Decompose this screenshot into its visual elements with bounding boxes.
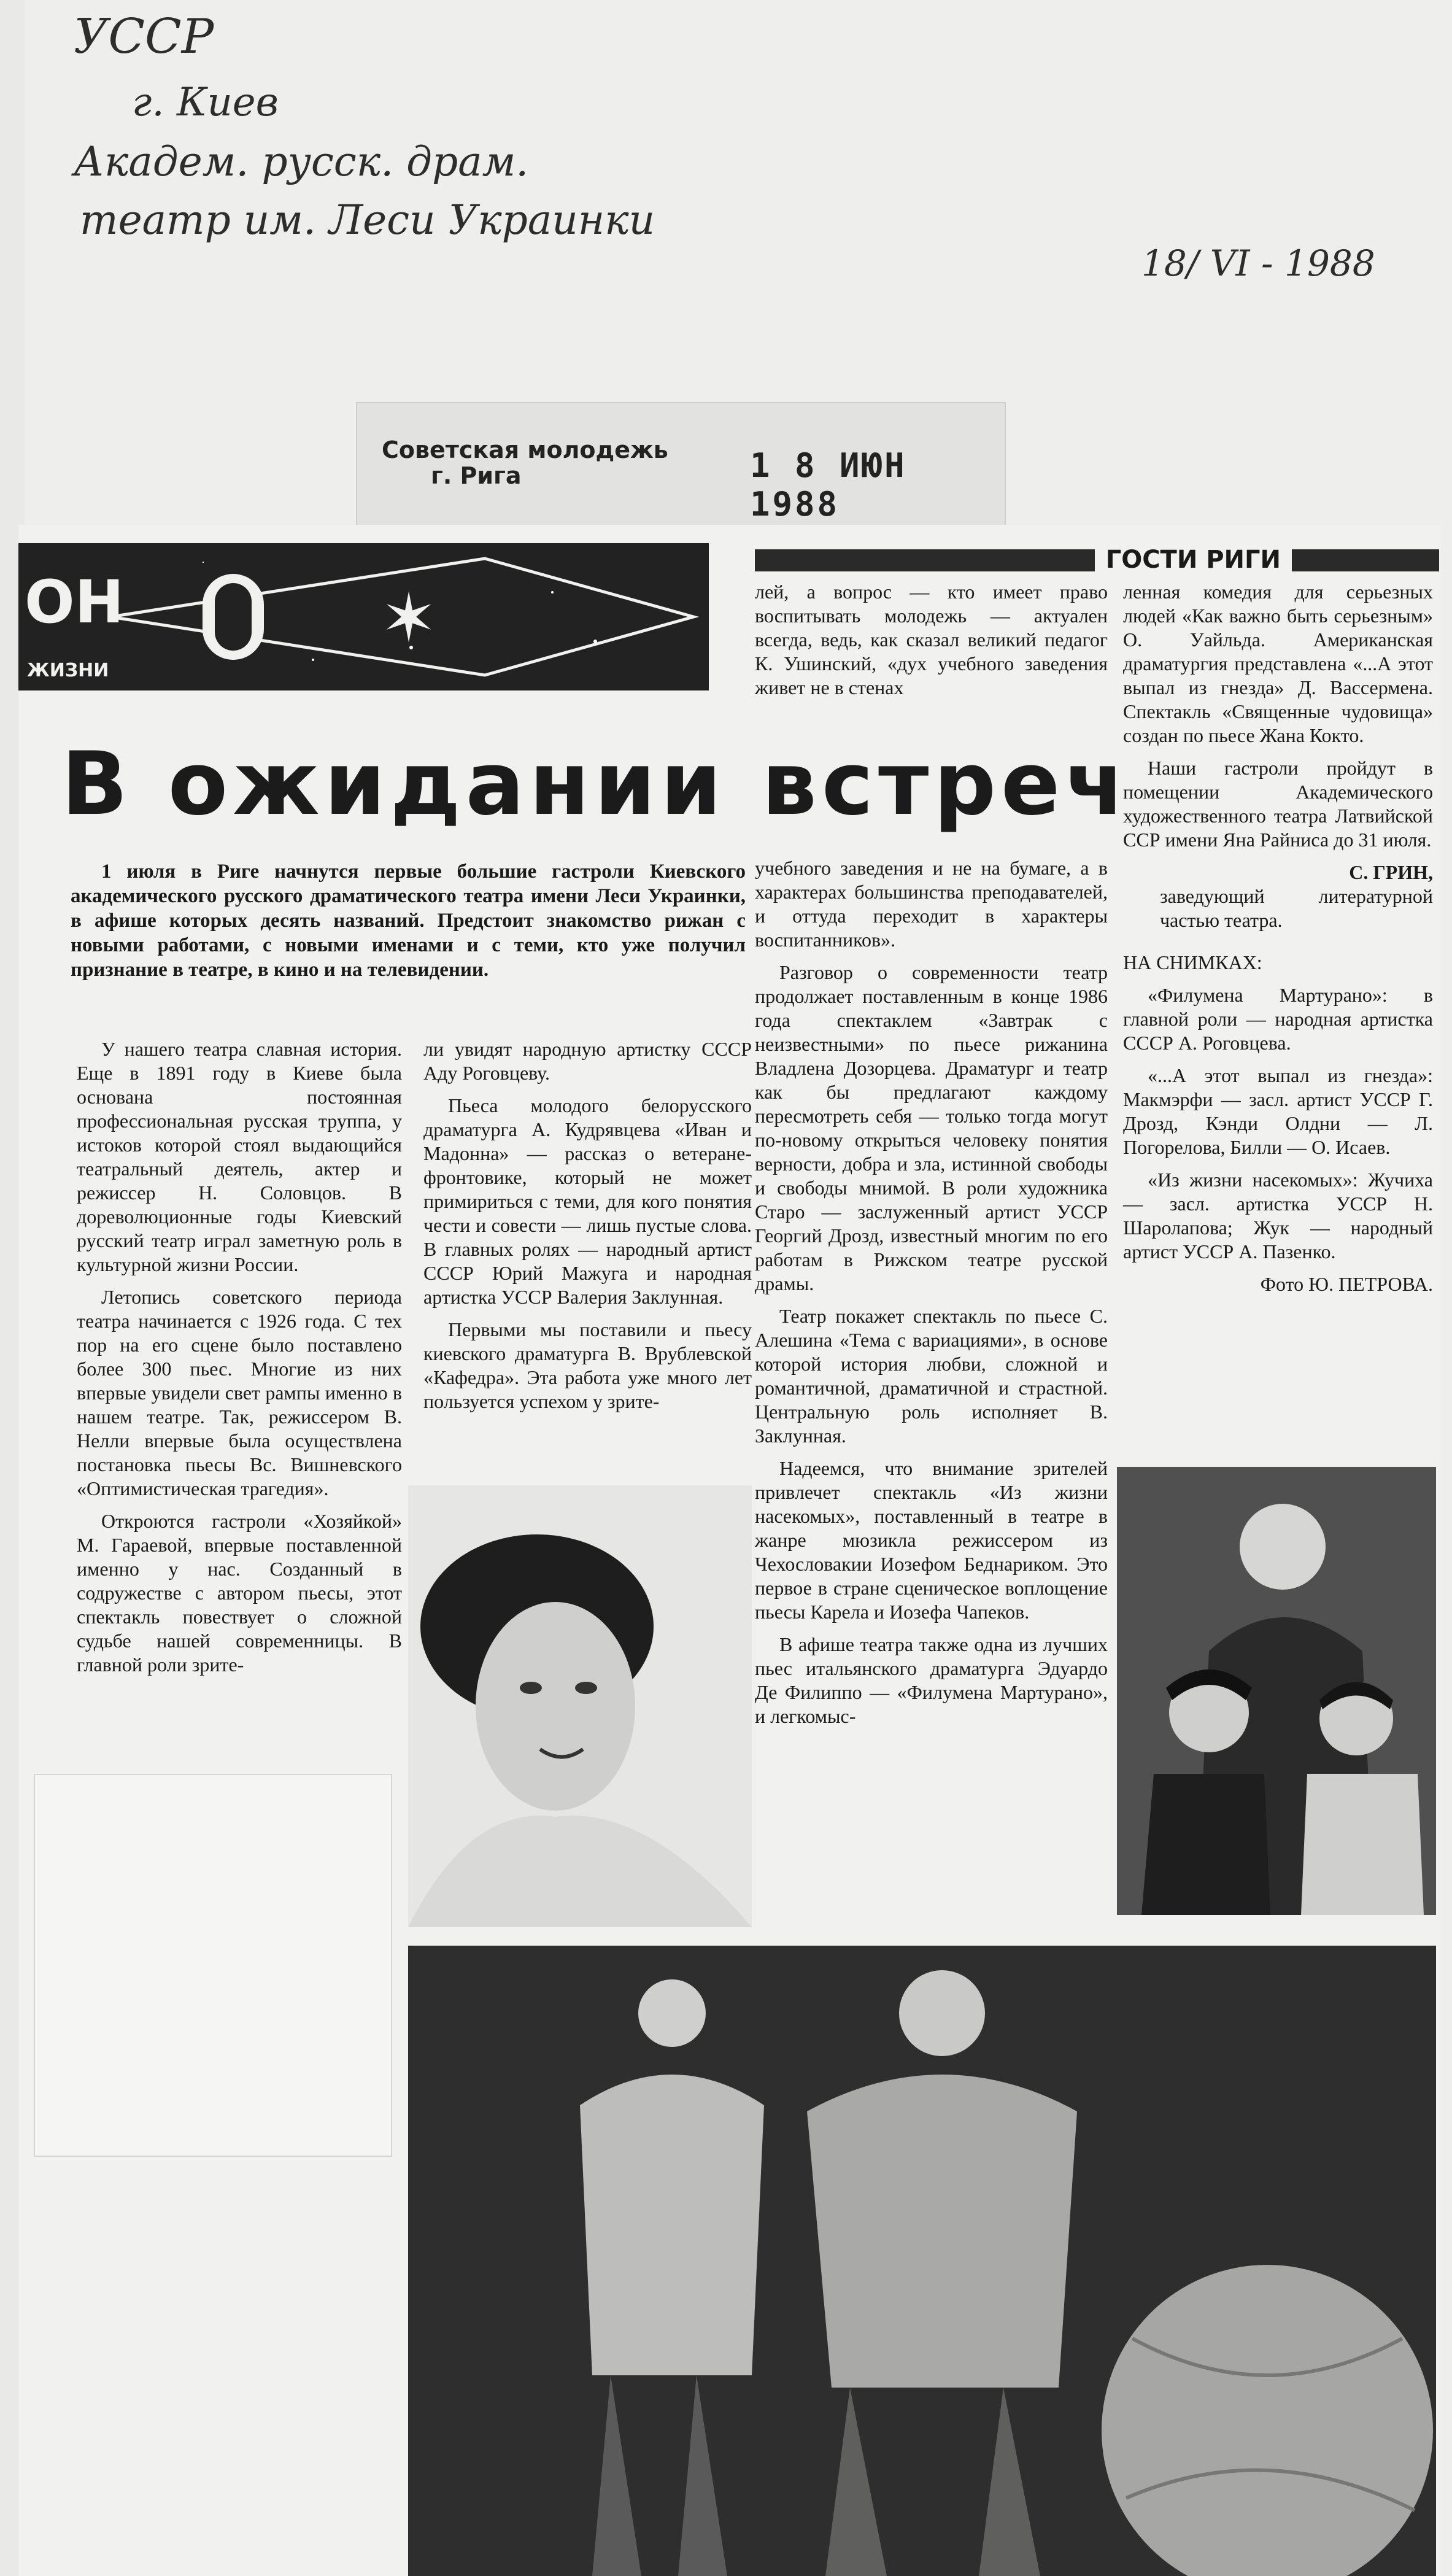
author-title: заведующий литературной частью театра. [1160, 885, 1433, 931]
handwritten-note-1: УССР [74, 9, 214, 64]
article-column-3-top [755, 580, 1108, 708]
article-column-1 [77, 1037, 402, 1685]
col3-top-paragraph: лей, а вопрос — кто имеет право воспитывать молодежь — актуален всегда, ведь, как сказал великий педагог К. Ушинский, «дух учебного заведения живет не в стенах [755, 581, 1108, 698]
handwritten-note-4: театр им. Леси Украинки [80, 196, 655, 244]
caption-1: «Филумена Мартурано»: в главной роли — народная артистка СССР А. Роговцева. [1123, 984, 1433, 1054]
rubric-title: ГОСТИ РИГИ [1095, 546, 1292, 574]
caption-2: «...А этот выпал из гнезда»: Макмэрфи — засл. артист УССР Г. Дрозд, Кэнди Олдни — Л. Погорелова, Билли — О. Исаев. [1123, 1064, 1433, 1158]
stamp-city: г. Рига [431, 462, 522, 489]
stamp-paper-title: Советская молодежь [382, 436, 668, 463]
author-name: С. ГРИН, [1349, 861, 1433, 883]
banner-star-graphic [92, 549, 700, 684]
handwritten-note-2: г. Киев [132, 80, 279, 125]
article-column-4 [1123, 580, 1433, 1296]
caption-3: «Из жизни насекомых»: Жучиха — засл. артистка УССР Н. Шаролапова; Жук — народный артист УССР А. Пазенко. [1123, 1169, 1433, 1263]
newspaper-stamp [356, 402, 1006, 533]
stamp-paper-name [382, 437, 668, 489]
col3-paragraph-4: Надеемся, что внимание зрителей привлечет спектакль «Из жизни насекомых», поставленный в театре в жанре мюзикла режиссером из Чехословакии Иозефом Беднариком. Это первое в стране сценическое воплощение пьесы Карела и Иозефа Чапеков. [755, 1457, 1108, 1623]
photo-trio [1117, 1467, 1436, 1915]
photo-stage-insects [408, 1946, 1436, 2576]
col1-paragraph-3: Откроются гастроли «Хозяйкой» М. Гараевой, впервые поставленной именно у нас. Созданный в содружестве с автором пьесы, этот спектакль повествует о сложной судьбе нашей современницы. В главной роли зрите- [77, 1510, 402, 1676]
lead-paragraph: 1 июля в Риге начнутся первые большие гастроли Киевского академического русского драматического театра имени Леси Украинки, в афише которых десять названий. Предстоит знакомство рижан с новыми работами, с новыми именами и с теми, кто уже получил признание в театре, в кино и на телевидении. [71, 861, 746, 981]
photo-credit: Фото Ю. ПЕТРОВА. [1260, 1273, 1433, 1295]
banner-letters: ОН [25, 568, 124, 636]
headline: В ожидании встреч [61, 733, 1130, 835]
handwritten-note-3: Академ. русск. драм. [74, 138, 529, 185]
newspaper-clipping [18, 525, 1441, 2576]
col2-paragraph-1: ли увидят народную артистку СССР Аду Роговцеву. [423, 1038, 752, 1084]
trio-illustration [1117, 1467, 1436, 1915]
photo-rogovtseva [408, 1485, 752, 1927]
col3-paragraph-1: учебного заведения и не на бумаге, а в характерах большинства преподавателей, и оттуда переходит в характеры воспитанников». [755, 857, 1108, 951]
col2-paragraph-2: Пьеса молодого белорусского драматурга А. Кудрявцева «Иван и Мадонна» — рассказ о ветеране-фронтовике, который не может примириться с теми, для кого понятия чести и совести — лишь пустые слова. В главных ролях — народный артист СССР Юрий Мажуга и народная артистка УССР Валерия Заклунная. [423, 1094, 752, 1308]
col4-paragraph-1: ленная комедия для серьезных людей «Как важно быть серьезным» О. Уайльда. Американская драматургия представлена «...А этот выпал из гнезда» Д. Вассермена. Спектакль «Священные чудовища» создан по пьесе Жана Кокто. [1123, 581, 1433, 746]
handwritten-date: 18/ VI - 1988 [1141, 242, 1375, 284]
col1-paragraph-1: У нашего театра славная история. Еще в 1891 году в Киеве была основана постоянная профессиональная русская труппа, у истоков которой стоял выдающийся театральный деятель, актер и режиссер Н. Соловцов. В дореволюционные годы Киевский русский театр играл заметную роль в культурной жизни России. [77, 1038, 402, 1275]
col4-paragraph-2: Наши гастроли пройдут в помещении Академического художественного театра Латвийской ССР имени Яна Райниса до 31 июля. [1123, 757, 1433, 851]
stamp-date: 1 8 ИЮН 1988 [750, 446, 907, 524]
col1-paragraph-2: Летопись советского периода театра начинается с 1926 года. С тех пор на его сцене было поставлено более 300 пьес. Многие из них впервые увидели свет рампы именно в нашем театре. Так, режиссером В. Нелли впервые была осуществлена постановка пьесы Вс. Вишневского «Оптимистическая трагедия». [77, 1286, 402, 1499]
svg-text:✶: ✶ [380, 579, 438, 657]
col2-paragraph-3: Первыми мы поставили и пьесу киевского драматурга В. Врублевской «Кафедра». Эта работа уже много лет пользуется успехом у зрите- [423, 1318, 752, 1412]
captions-heading: НА СНИМКАХ: [1123, 951, 1262, 973]
article-column-2 [423, 1037, 752, 1422]
rubric-bar [755, 546, 1439, 574]
stage-illustration [408, 1946, 1436, 2576]
banner-sub: ЖИЗНИ [27, 660, 109, 681]
blank-paper-patch [34, 1774, 392, 2157]
section-banner [18, 543, 709, 690]
portrait-illustration [408, 1485, 752, 1927]
article-column-3 [755, 856, 1108, 1737]
col3-paragraph-3: Театр покажет спектакль по пьесе С. Алешина «Тема с вариациями», в основе которой история любви, сложной и романтичной, драматичной и страстной. Центральную роль исполняет В. Заклунная. [755, 1305, 1108, 1447]
col3-paragraph-2: Разговор о современности театр продолжает поставленным в конце 1986 года спектаклем «Завтрак с неизвестными» по пьесе рижанина Владлена Дозорцева. Драматург и театр как бы предлагают каждому пересмотреть себя — только тогда могут по-новому открыться человеку понятия верности, добра и зла, истинной свободы и свободы мнимой. В роли художника Старо — заслуженный артист УССР Георгий Дрозд, известный многим по его работам в Рижском театре русской драмы. [755, 961, 1108, 1294]
col3-paragraph-5: В афише театра также одна из лучших пьес итальянского драматурга Эдуардо Де Филиппо — «Филумена Мартурано», и легкомыс- [755, 1633, 1108, 1727]
